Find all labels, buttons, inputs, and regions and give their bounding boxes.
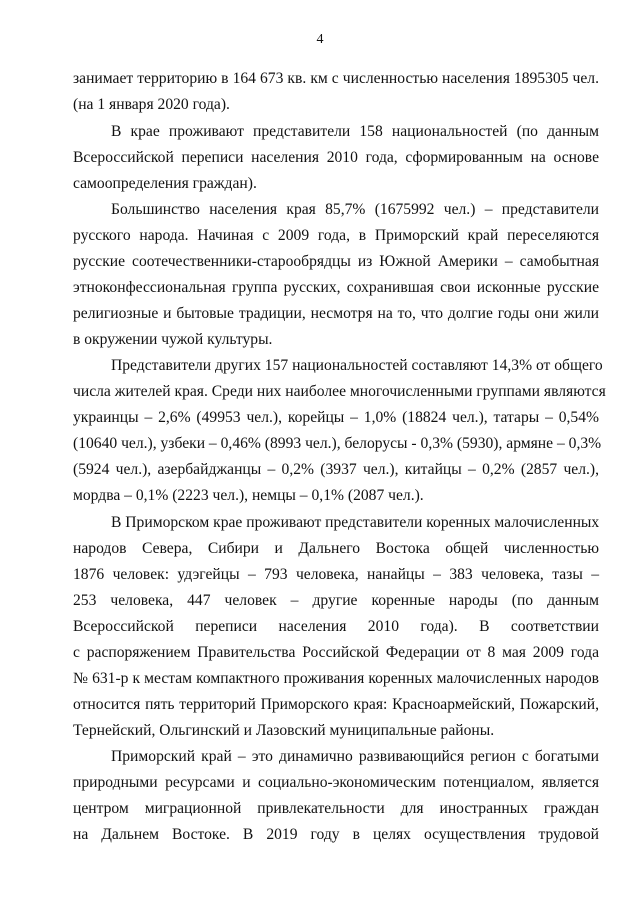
text-line: 1876 человек: удэгейцы – 793 человека, нанайцы – 383 человека, тазы –: [73, 566, 599, 583]
text-line: народов Севера, Сибири и Дальнего Востока общей численностью: [73, 540, 599, 557]
text-line: Всероссийской переписи населения 2010 года, сформированным на основе: [73, 149, 599, 166]
text-line: украинцы – 2,6% (49953 чел.), корейцы – 1,0% (18824 чел.), татары – 0,54%: [73, 409, 599, 426]
text-line: (10640 чел.), узбеки – 0,46% (8993 чел.), белорусы - 0,3% (5930), армяне – 0,3%: [73, 435, 602, 452]
text-line: № 631-р к местам компактного проживания коренных малочисленных народов: [73, 670, 599, 687]
text-line: мордва – 0,1% (2223 чел.), немцы – 0,1% (2087 чел.).: [73, 487, 424, 504]
text-line: 253 человека, 447 человек – другие коренные народы (по данным: [73, 592, 599, 609]
text-line: (на 1 января 2020 года).: [73, 96, 230, 113]
text-line: В Приморском крае проживают представители коренных малочисленных: [111, 514, 600, 531]
text-line: числа жителей края. Среди них наиболее многочисленными группами являются: [73, 383, 606, 400]
text-line: на Дальнем Востоке. В 2019 году в целях осуществления трудовой: [73, 826, 599, 843]
text-line: Представители других 157 национальностей составляют 14,3% от общего: [111, 357, 603, 374]
text-line: в окружении чужой культуры.: [73, 331, 273, 348]
text-line: занимает территорию в 164 673 кв. км с численностью населения 1895305 чел.: [73, 70, 599, 87]
text-line: русские соотечественники-старообрядцы из Южной Америки – самобытная: [73, 253, 599, 270]
text-line: религиозные и бытовые традиции, несмотря на то, что долгие годы они жили: [73, 305, 599, 322]
text-line: В крае проживают представители 158 национальностей (по данным: [111, 123, 599, 140]
text-line: Всероссийской переписи населения 2010 года). В соответствии: [73, 618, 599, 635]
text-line: Приморский край – это динамично развивающийся регион с богатыми: [111, 748, 599, 765]
text-line: самоопределения граждан).: [73, 175, 257, 192]
text-line: русского народа. Начиная с 2009 года, в Приморский край переселяются: [73, 227, 599, 244]
page-number: 4: [316, 32, 324, 47]
text-line: Тернейский, Ольгинский и Лазовский муниципальные районы.: [73, 722, 495, 739]
text-line: относится пять территорий Приморского края: Красноармейский, Пожарский,: [73, 696, 599, 713]
text-line: Большинство населения края 85,7% (1675992 чел.) – представители: [111, 201, 599, 218]
text-line: природными ресурсами и социально-экономическим потенциалом, является: [73, 774, 599, 791]
text-line: с распоряжением Правительства Российской Федерации от 8 мая 2009 года: [73, 644, 599, 661]
text-line: (5924 чел.), азербайджанцы – 0,2% (3937 чел.), китайцы – 0,2% (2857 чел.),: [73, 461, 599, 478]
text-line: этноконфессиональная группа русских, сохранившая свои исконные русские: [73, 279, 599, 296]
text-line: центром миграционной привлекательности для иностранных граждан: [73, 800, 599, 817]
